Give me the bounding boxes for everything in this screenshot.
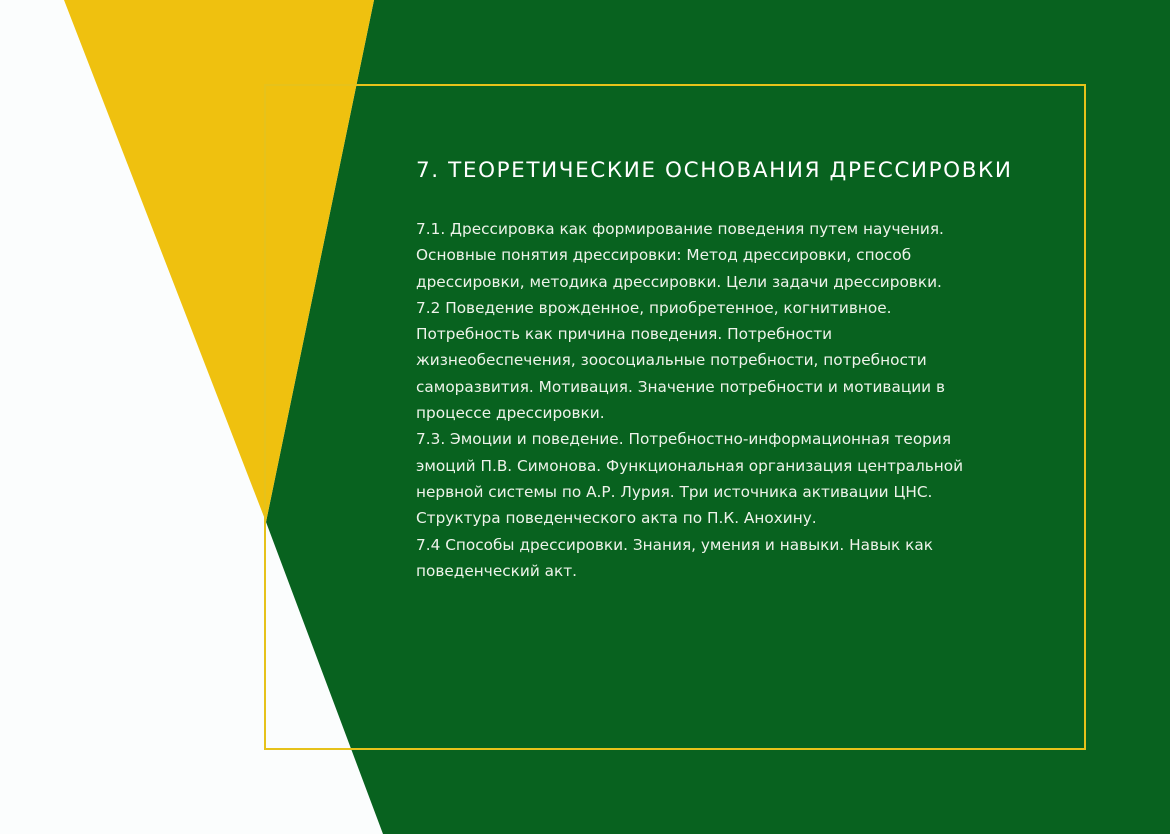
text-line: Структура поведенческого акта по П.К. Анохину. xyxy=(416,509,817,528)
slide-content xyxy=(416,152,1036,584)
text-line: 7.3. Эмоции и поведение. Потребностно-информационная теория xyxy=(416,430,952,449)
text-line: процессе дрессировки. xyxy=(416,404,605,423)
text-line: нервной системы по А.Р. Лурия. Три источника активации ЦНС. xyxy=(416,482,933,501)
text-line: жизнеобеспечения, зоосоциальные потребности, потребности xyxy=(416,351,927,370)
section-7-1 xyxy=(416,216,1036,295)
text-line: Основные понятия дрессировки: Метод дрессировки, способ xyxy=(416,246,912,265)
text-line: эмоций П.В. Симонова. Функциональная организация центральной xyxy=(416,456,964,475)
text-line: 7.1. Дрессировка как формирование поведения путем научения. xyxy=(416,220,944,238)
section-7-4 xyxy=(416,532,1036,585)
section-7-2 xyxy=(416,295,1036,426)
text-line: 7.4 Способы дрессировки. Знания, умения и навыки. Навык как xyxy=(416,535,933,554)
text-line: дрессировки, методика дрессировки. Цели задачи дрессировки. xyxy=(416,272,942,291)
text-line: Потребность как причина поведения. Потребности xyxy=(416,325,833,344)
slide-body xyxy=(416,216,1036,584)
text-line: саморазвития. Мотивация. Значение потребности и мотивации в xyxy=(416,377,945,396)
section-7-3 xyxy=(416,426,1036,531)
text-line: 7.2 Поведение врожденное, приобретенное, когнитивное. xyxy=(416,298,892,317)
slide-title: 7. ТЕОРЕТИЧЕСКИЕ ОСНОВАНИЯ ДРЕССИРОВКИ xyxy=(416,158,1013,183)
text-line: поведенческий акт. xyxy=(416,561,578,580)
